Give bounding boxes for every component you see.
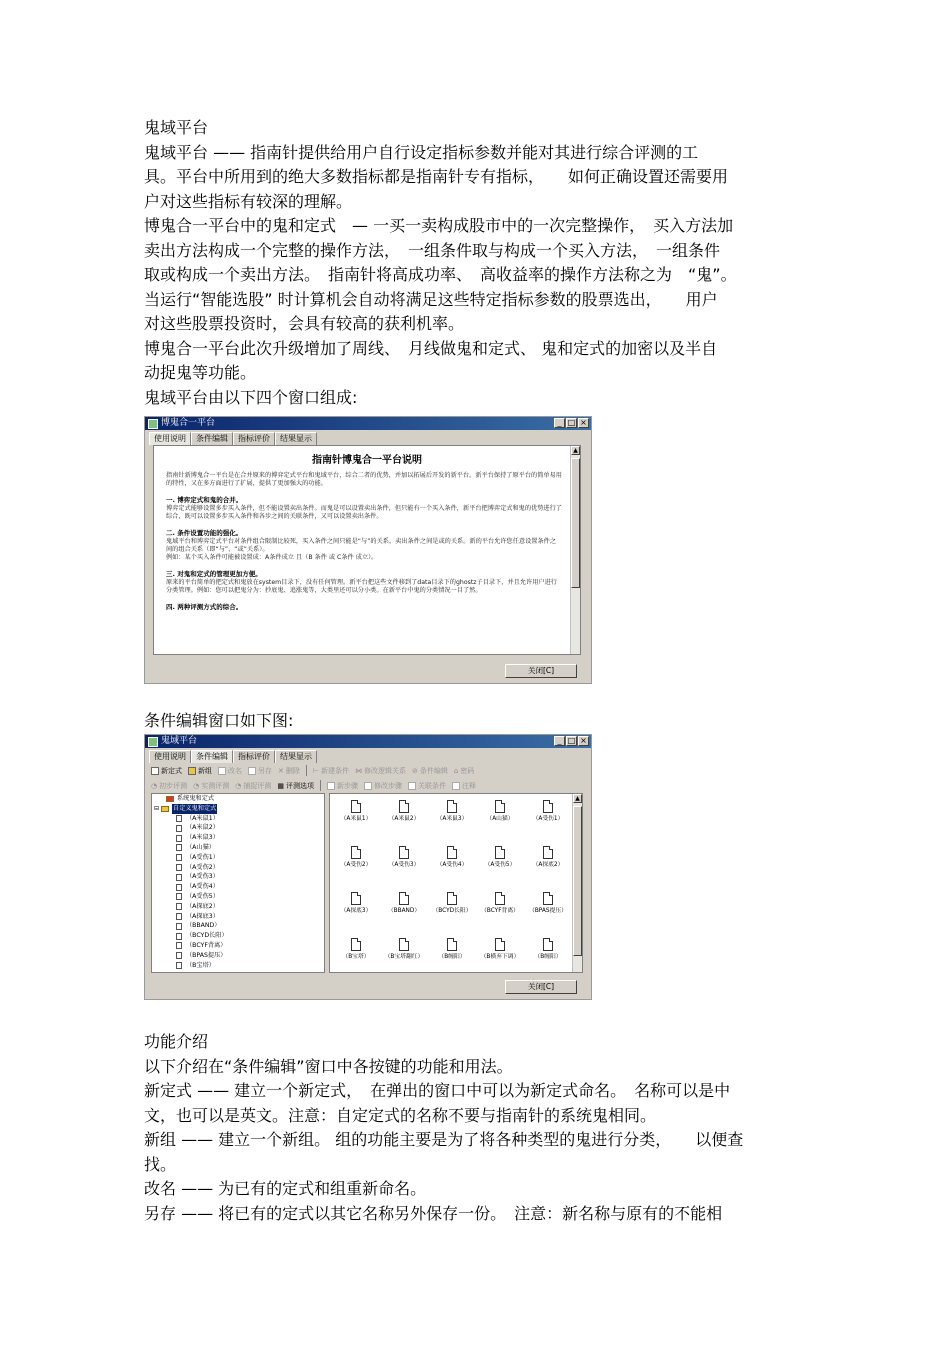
formula-item[interactable] bbox=[332, 938, 380, 961]
paragraph-line: 当运行“智能选股” 时计算机会自动将满足这些特定指标参数的股票选出， 用户 bbox=[144, 289, 718, 309]
formula-item[interactable] bbox=[524, 892, 572, 915]
document-icon bbox=[399, 846, 409, 859]
document-icon bbox=[543, 800, 553, 813]
rename-icon bbox=[218, 767, 226, 775]
edit-icon: ⊘ bbox=[411, 766, 418, 775]
file-icon bbox=[176, 933, 182, 940]
tree-item-custom[interactable]: ⊟ 自定义鬼和定式 bbox=[154, 804, 217, 812]
formula-item-label: （BCYF背离） bbox=[481, 908, 519, 914]
tree-item-label: （A探底3） bbox=[186, 912, 219, 920]
eval-icon: ◔ bbox=[235, 781, 242, 790]
tree-item[interactable] bbox=[152, 912, 324, 922]
paragraph-line: 卖出方法构成一个完整的操作方法， 一组条件取与构成一个买入方法， 一组条件 bbox=[144, 240, 721, 260]
document-icon bbox=[351, 938, 361, 951]
tree-item[interactable] bbox=[152, 941, 324, 951]
formula-item[interactable] bbox=[428, 800, 476, 823]
paragraph-line: 动捉鬼等功能。 bbox=[144, 363, 257, 382]
tree-item-label: （A受伤1） bbox=[186, 853, 219, 861]
formula-item-label: （A受伤5） bbox=[484, 862, 516, 868]
lock-icon: ⌂ bbox=[453, 766, 459, 775]
document-body-2 bbox=[144, 1030, 809, 1226]
new-formula-button[interactable]: 新定式 bbox=[151, 766, 182, 776]
formula-item-label: （A受伤1） bbox=[532, 816, 564, 822]
paragraph-line: 户对这些指标有较深的理解。 bbox=[144, 191, 353, 211]
tree-item-label: （A米鼠3） bbox=[186, 834, 219, 842]
logic-icon: ⋈ bbox=[354, 766, 362, 775]
tree-item-label: （A受伤5） bbox=[186, 892, 219, 900]
live-eval-button[interactable]: ◔ 实测评测 bbox=[193, 781, 230, 790]
formula-item[interactable] bbox=[428, 892, 476, 915]
help-heading: 三. 对鬼和定式的管理更加方便。 bbox=[166, 569, 262, 578]
tree-item-label: （BCYD长阳） bbox=[186, 932, 228, 940]
new-condition-button[interactable]: ⊢ 新建条件 bbox=[312, 766, 349, 775]
tab-usage[interactable]: 使用说明 bbox=[149, 432, 191, 445]
maximize-button[interactable]: □ bbox=[567, 418, 576, 427]
file-icon bbox=[176, 893, 182, 900]
options-icon: ▦ bbox=[277, 781, 284, 790]
comment-icon bbox=[452, 782, 460, 790]
document-icon bbox=[399, 800, 409, 813]
file-icon bbox=[176, 884, 182, 891]
paragraph-line: 条件编辑窗口如下图: bbox=[144, 711, 294, 730]
formula-item-label: （A探底2） bbox=[532, 862, 564, 868]
formula-item-label: （A受伤2） bbox=[340, 862, 372, 868]
delete-icon: ✕ bbox=[278, 766, 284, 775]
tree-item[interactable] bbox=[152, 931, 324, 941]
window-title: 博鬼合一平台 bbox=[161, 418, 216, 428]
capture-eval-button[interactable]: ◔ 捕捉评测 bbox=[235, 781, 272, 790]
tab-indicator-eval[interactable]: 指标评价 bbox=[233, 432, 275, 445]
formula-item-label: （A米鼠2） bbox=[388, 816, 420, 822]
formula-item-label: （B缠阳） bbox=[534, 954, 562, 960]
tab-indicator-eval[interactable]: 指标评价 bbox=[233, 750, 275, 763]
paragraph-line: 鬼域平台 —— 指南针提供给用户自行设定指标参数并能对其进行综合评测的工 bbox=[144, 142, 699, 162]
file-icon bbox=[176, 844, 182, 851]
file-icon bbox=[176, 815, 182, 822]
formula-item[interactable] bbox=[476, 938, 524, 961]
formula-item-label: （B宝塔翻红） bbox=[384, 954, 424, 960]
formula-item[interactable] bbox=[476, 800, 524, 823]
section-heading: 功能介绍 bbox=[144, 1032, 209, 1051]
paragraph-line: 新组 —— 建立一个新组。 组的功能主要是为了将各种类型的鬼进行分类， 以便查 bbox=[144, 1130, 744, 1149]
file-icon bbox=[176, 923, 182, 930]
formula-item-label: （A米鼠3） bbox=[436, 816, 468, 822]
system-folder-icon bbox=[166, 796, 174, 802]
help-heading: 二. 条件设置功能的强化。 bbox=[166, 528, 243, 537]
paragraph-line: 以下介绍在“条件编辑”窗口中各按键的功能和用法。 bbox=[144, 1056, 513, 1076]
document-body bbox=[144, 116, 809, 410]
document-icon bbox=[495, 892, 505, 905]
tab-bar bbox=[145, 430, 591, 445]
tree-item-label: （BCYF背离） bbox=[186, 941, 227, 949]
tree-item[interactable] bbox=[152, 892, 324, 902]
paragraph-title: 鬼域平台 bbox=[144, 118, 209, 137]
document-icon bbox=[543, 892, 553, 905]
paragraph-line: 博鬼合一平台此次升级增加了周线、 月线做鬼和定式、 鬼和定式的加密以及半自 bbox=[144, 338, 718, 358]
document-icon bbox=[351, 846, 361, 859]
formula-item[interactable] bbox=[332, 800, 380, 823]
help-heading: 四. 两种评测方式的综合。 bbox=[166, 602, 243, 611]
formula-item[interactable] bbox=[524, 800, 572, 823]
formula-item-label: （BBAND） bbox=[387, 908, 421, 914]
window-title: 鬼域平台 bbox=[161, 736, 198, 746]
formula-item[interactable] bbox=[428, 846, 476, 869]
eval-icon: ◔ bbox=[193, 781, 200, 790]
toolbar-separator bbox=[306, 765, 307, 776]
paragraph-line: 鬼域平台由以下四个窗口组成: bbox=[144, 387, 358, 407]
close-window-button[interactable]: × bbox=[578, 736, 589, 746]
tab-bar bbox=[145, 748, 591, 763]
tab-results[interactable]: 结果显示 bbox=[275, 432, 317, 445]
tab-condition-edit[interactable]: 条件编辑 bbox=[191, 750, 233, 763]
tree-item[interactable] bbox=[152, 823, 324, 833]
app-icon bbox=[148, 737, 158, 747]
document-icon bbox=[447, 800, 457, 813]
close-button[interactable]: 关闭[C] bbox=[505, 664, 577, 678]
eval-icon: ◔ bbox=[151, 781, 158, 790]
toolbar-primary bbox=[145, 763, 591, 778]
edit-condition-button[interactable]: ⊘ 条件编辑 bbox=[411, 766, 448, 775]
document-icon bbox=[399, 892, 409, 905]
tree-item[interactable] bbox=[152, 833, 324, 843]
paragraph-line: 具。平台中所用到的绝大多数指标都是指南针专有指标， 如何正确设置还需要用 bbox=[144, 167, 729, 186]
file-icon bbox=[176, 864, 182, 871]
tab-results[interactable]: 结果显示 bbox=[275, 750, 317, 763]
file-icon bbox=[176, 854, 182, 861]
help-text: 鬼域平台和博弈定式平台对条件组合限制比较死，买入条件之间只能是“与”的关系，卖出条件之间是或的关系。新的平台允许您任意设置条件之间的组合关系（即“与”、“或”关系）。 bbox=[166, 537, 557, 554]
caption-block bbox=[144, 709, 293, 734]
formula-item[interactable] bbox=[332, 892, 380, 915]
document-icon bbox=[495, 846, 505, 859]
paragraph-line: 另存 —— 将已有的定式以其它名称另外保存一份。 注意：新名称与原有的不能相 bbox=[144, 1203, 723, 1223]
close-window-button[interactable]: × bbox=[578, 418, 589, 428]
rename-button[interactable]: 改名 bbox=[218, 766, 242, 776]
file-icon bbox=[176, 942, 182, 949]
tree-item-label: （A米鼠2） bbox=[186, 824, 219, 832]
paragraph-line: 对这些股票投资时，会具有较高的获利机率。 bbox=[144, 314, 465, 333]
document-icon bbox=[351, 892, 361, 905]
comment-button[interactable]: 注释 bbox=[452, 781, 476, 791]
document-icon bbox=[447, 938, 457, 951]
window-titlebar bbox=[145, 417, 591, 430]
scroll-thumb[interactable] bbox=[573, 806, 582, 956]
eval-options-button[interactable]: ▦ 评测选项 bbox=[277, 781, 314, 790]
help-text: 原来的平台简单的把定式和鬼放在system目录下，没有任何管理。新平台把这些文件移到了data目录下的ghostz子目录下，并且允许用户进行分类管理。例如：您可以把鬼分为：抄底鬼、追涨鬼等，大类里还可以分小类。在新平台中鬼的分类情况一目了然。 bbox=[166, 578, 557, 595]
formula-item[interactable] bbox=[524, 938, 572, 961]
new-file-icon bbox=[151, 767, 159, 775]
delete-button[interactable]: ✕ 删除 bbox=[278, 766, 300, 775]
new-step-button[interactable]: 新步骤 bbox=[327, 781, 358, 791]
edit-logic-button[interactable]: ⋈ 修改逻辑关系 bbox=[354, 766, 406, 775]
minimize-button[interactable]: _ bbox=[554, 736, 565, 746]
tree-item-label: （B宝塔） bbox=[186, 961, 215, 969]
paragraph-line: 找。 bbox=[144, 1154, 177, 1174]
formula-item[interactable] bbox=[332, 846, 380, 869]
formula-item-label: （A受伤3） bbox=[388, 862, 420, 868]
step-icon bbox=[327, 782, 335, 790]
condition-editor-window bbox=[144, 734, 592, 1000]
help-heading: 一. 博弈定式和鬼的合并。 bbox=[166, 495, 243, 504]
scroll-thumb[interactable] bbox=[571, 458, 580, 588]
formula-item-label: （A山猫） bbox=[486, 816, 514, 822]
help-intro: 指南针新博鬼合一平台是在合并原来的博弈定式平台和鬼域平台，综合二者的优势，并加以拓展后开发的新平台。新平台保持了原平台的简单易用的特性，又在多方面进行了扩展，提供了更加强大的功能。 bbox=[166, 472, 562, 488]
formula-item-label: （B横弃下调） bbox=[480, 954, 520, 960]
vertical-scrollbar[interactable] bbox=[570, 446, 580, 654]
tree-item[interactable] bbox=[152, 853, 324, 863]
document-icon bbox=[543, 938, 553, 951]
edit-step-button[interactable]: 修改步骤 bbox=[364, 781, 402, 791]
folder-icon bbox=[188, 767, 196, 775]
tree-item-label: （A探底2） bbox=[186, 902, 219, 910]
file-icon bbox=[176, 952, 182, 959]
formula-item-label: （A米鼠1） bbox=[340, 816, 372, 822]
paragraph-line: 取或构成一个卖出方法。 指南针将高成功率、 高收益率的操作方法称之为 “鬼”。 bbox=[144, 265, 737, 284]
help-text: 博弈定式能够设置多步买入条件，但不能设置卖出条件。而鬼是可以设置卖出条件，但只能有一个买入条件，新平台把博弈定式和鬼的优势进行了综合，既可以设置多步买入条件和各步之间的关联条件，又可以设置卖出条件。 bbox=[166, 504, 562, 521]
file-icon bbox=[176, 913, 182, 920]
file-icon bbox=[176, 825, 182, 832]
new-group-button[interactable]: 新组 bbox=[188, 766, 212, 776]
tab-usage[interactable]: 使用说明 bbox=[149, 750, 191, 763]
save-as-button[interactable]: 另存 bbox=[248, 766, 272, 776]
formula-item[interactable] bbox=[380, 938, 428, 961]
paragraph-line: 博鬼合一平台中的鬼和定式 — 一买一卖构成股市中的一次完整操作， 买入方法加 bbox=[144, 216, 734, 235]
formula-item[interactable] bbox=[380, 892, 428, 915]
formula-item-label: （B宝塔） bbox=[342, 954, 370, 960]
formula-item-label: （A探底3） bbox=[340, 908, 372, 914]
save-icon bbox=[248, 767, 256, 775]
window-titlebar bbox=[145, 735, 591, 748]
formula-item-label: （BCYD长阳） bbox=[432, 908, 472, 914]
tree-item-system[interactable]: 系统鬼和定式 bbox=[152, 794, 324, 804]
tree-item-label: （A受伤2） bbox=[186, 863, 219, 871]
tree-item[interactable] bbox=[152, 872, 324, 882]
tree-item-label: （A山猫） bbox=[186, 843, 215, 851]
file-icon bbox=[176, 835, 182, 842]
paragraph-line: 改名 —— 为已有的定式和组重新命名。 bbox=[144, 1179, 427, 1198]
document-icon bbox=[447, 892, 457, 905]
tree-item[interactable] bbox=[152, 951, 324, 961]
tree-item[interactable] bbox=[152, 843, 324, 853]
formula-item-label: （B缠阳） bbox=[438, 954, 466, 960]
document-icon bbox=[399, 938, 409, 951]
file-icon bbox=[176, 903, 182, 910]
platform-window bbox=[144, 416, 592, 684]
link-icon bbox=[408, 782, 416, 790]
help-text: 例如：某个买入条件可能被设置成：A条件成立 且（B 条件 或 C条件 成立）。 bbox=[166, 554, 378, 562]
paragraph-line: 新定式 —— 建立一个新定式， 在弹出的窗口中可以为新定式命名。 名称可以是中 bbox=[144, 1081, 731, 1100]
tree-item-label: （A受伤3） bbox=[186, 873, 219, 881]
formula-item[interactable] bbox=[380, 846, 428, 869]
help-title: 指南针博鬼合一平台说明 bbox=[312, 455, 422, 466]
tree-item[interactable] bbox=[152, 961, 324, 971]
condition-icon: ⊢ bbox=[312, 766, 319, 775]
help-document bbox=[153, 445, 581, 655]
step-icon bbox=[364, 782, 372, 790]
document-icon bbox=[495, 800, 505, 813]
tree-item[interactable] bbox=[152, 921, 324, 931]
document-icon bbox=[543, 846, 553, 859]
file-icon bbox=[176, 874, 182, 881]
tree-item[interactable] bbox=[152, 814, 324, 824]
formula-item-label: （A受伤4） bbox=[436, 862, 468, 868]
tree-item-label: （A受伤4） bbox=[186, 883, 219, 891]
folder-icon bbox=[161, 806, 169, 812]
minimize-button[interactable]: _ bbox=[554, 418, 565, 428]
formula-item[interactable] bbox=[380, 800, 428, 823]
tab-condition-edit[interactable]: 条件编辑 bbox=[191, 432, 233, 445]
app-icon bbox=[148, 419, 158, 429]
scroll-up-icon[interactable]: ▲ bbox=[573, 794, 582, 803]
initial-eval-button[interactable]: ◔ 初步评测 bbox=[151, 781, 188, 790]
file-icon bbox=[176, 962, 182, 969]
expand-icon[interactable]: ⊟ bbox=[154, 804, 160, 812]
tree-children bbox=[152, 814, 324, 971]
formula-item[interactable] bbox=[476, 892, 524, 915]
vertical-scrollbar[interactable] bbox=[572, 794, 582, 972]
paragraph-line: 文，也可以是英文。注意：自定定式的名称不要与指南针的系统鬼相同。 bbox=[144, 1105, 657, 1125]
tree-item-label: （A米鼠1） bbox=[186, 814, 219, 822]
document-icon bbox=[447, 846, 457, 859]
formula-item[interactable] bbox=[524, 846, 572, 869]
toolbar-secondary bbox=[145, 778, 591, 793]
tree-item-label: （BPAS提压） bbox=[186, 951, 227, 959]
tree-item[interactable] bbox=[152, 863, 324, 873]
tree-item[interactable] bbox=[152, 902, 324, 912]
scroll-up-icon[interactable]: ▲ bbox=[571, 446, 580, 455]
formula-item[interactable] bbox=[476, 846, 524, 869]
formula-tree[interactable] bbox=[151, 793, 325, 973]
formula-item[interactable] bbox=[428, 938, 476, 961]
document-icon bbox=[351, 800, 361, 813]
tree-item[interactable] bbox=[152, 882, 324, 892]
maximize-button[interactable]: □ bbox=[567, 736, 576, 745]
tree-item-label: （BBAND） bbox=[186, 922, 221, 930]
link-condition-button[interactable]: 关联条件 bbox=[408, 781, 446, 791]
document-icon bbox=[495, 938, 505, 951]
formula-item-label: （BPAS提压） bbox=[529, 908, 567, 914]
toolbar-separator bbox=[320, 780, 321, 791]
password-button[interactable]: ⌂ 密码 bbox=[453, 766, 475, 775]
close-button[interactable]: 关闭[C] bbox=[505, 980, 577, 994]
formula-grid[interactable] bbox=[329, 793, 583, 973]
